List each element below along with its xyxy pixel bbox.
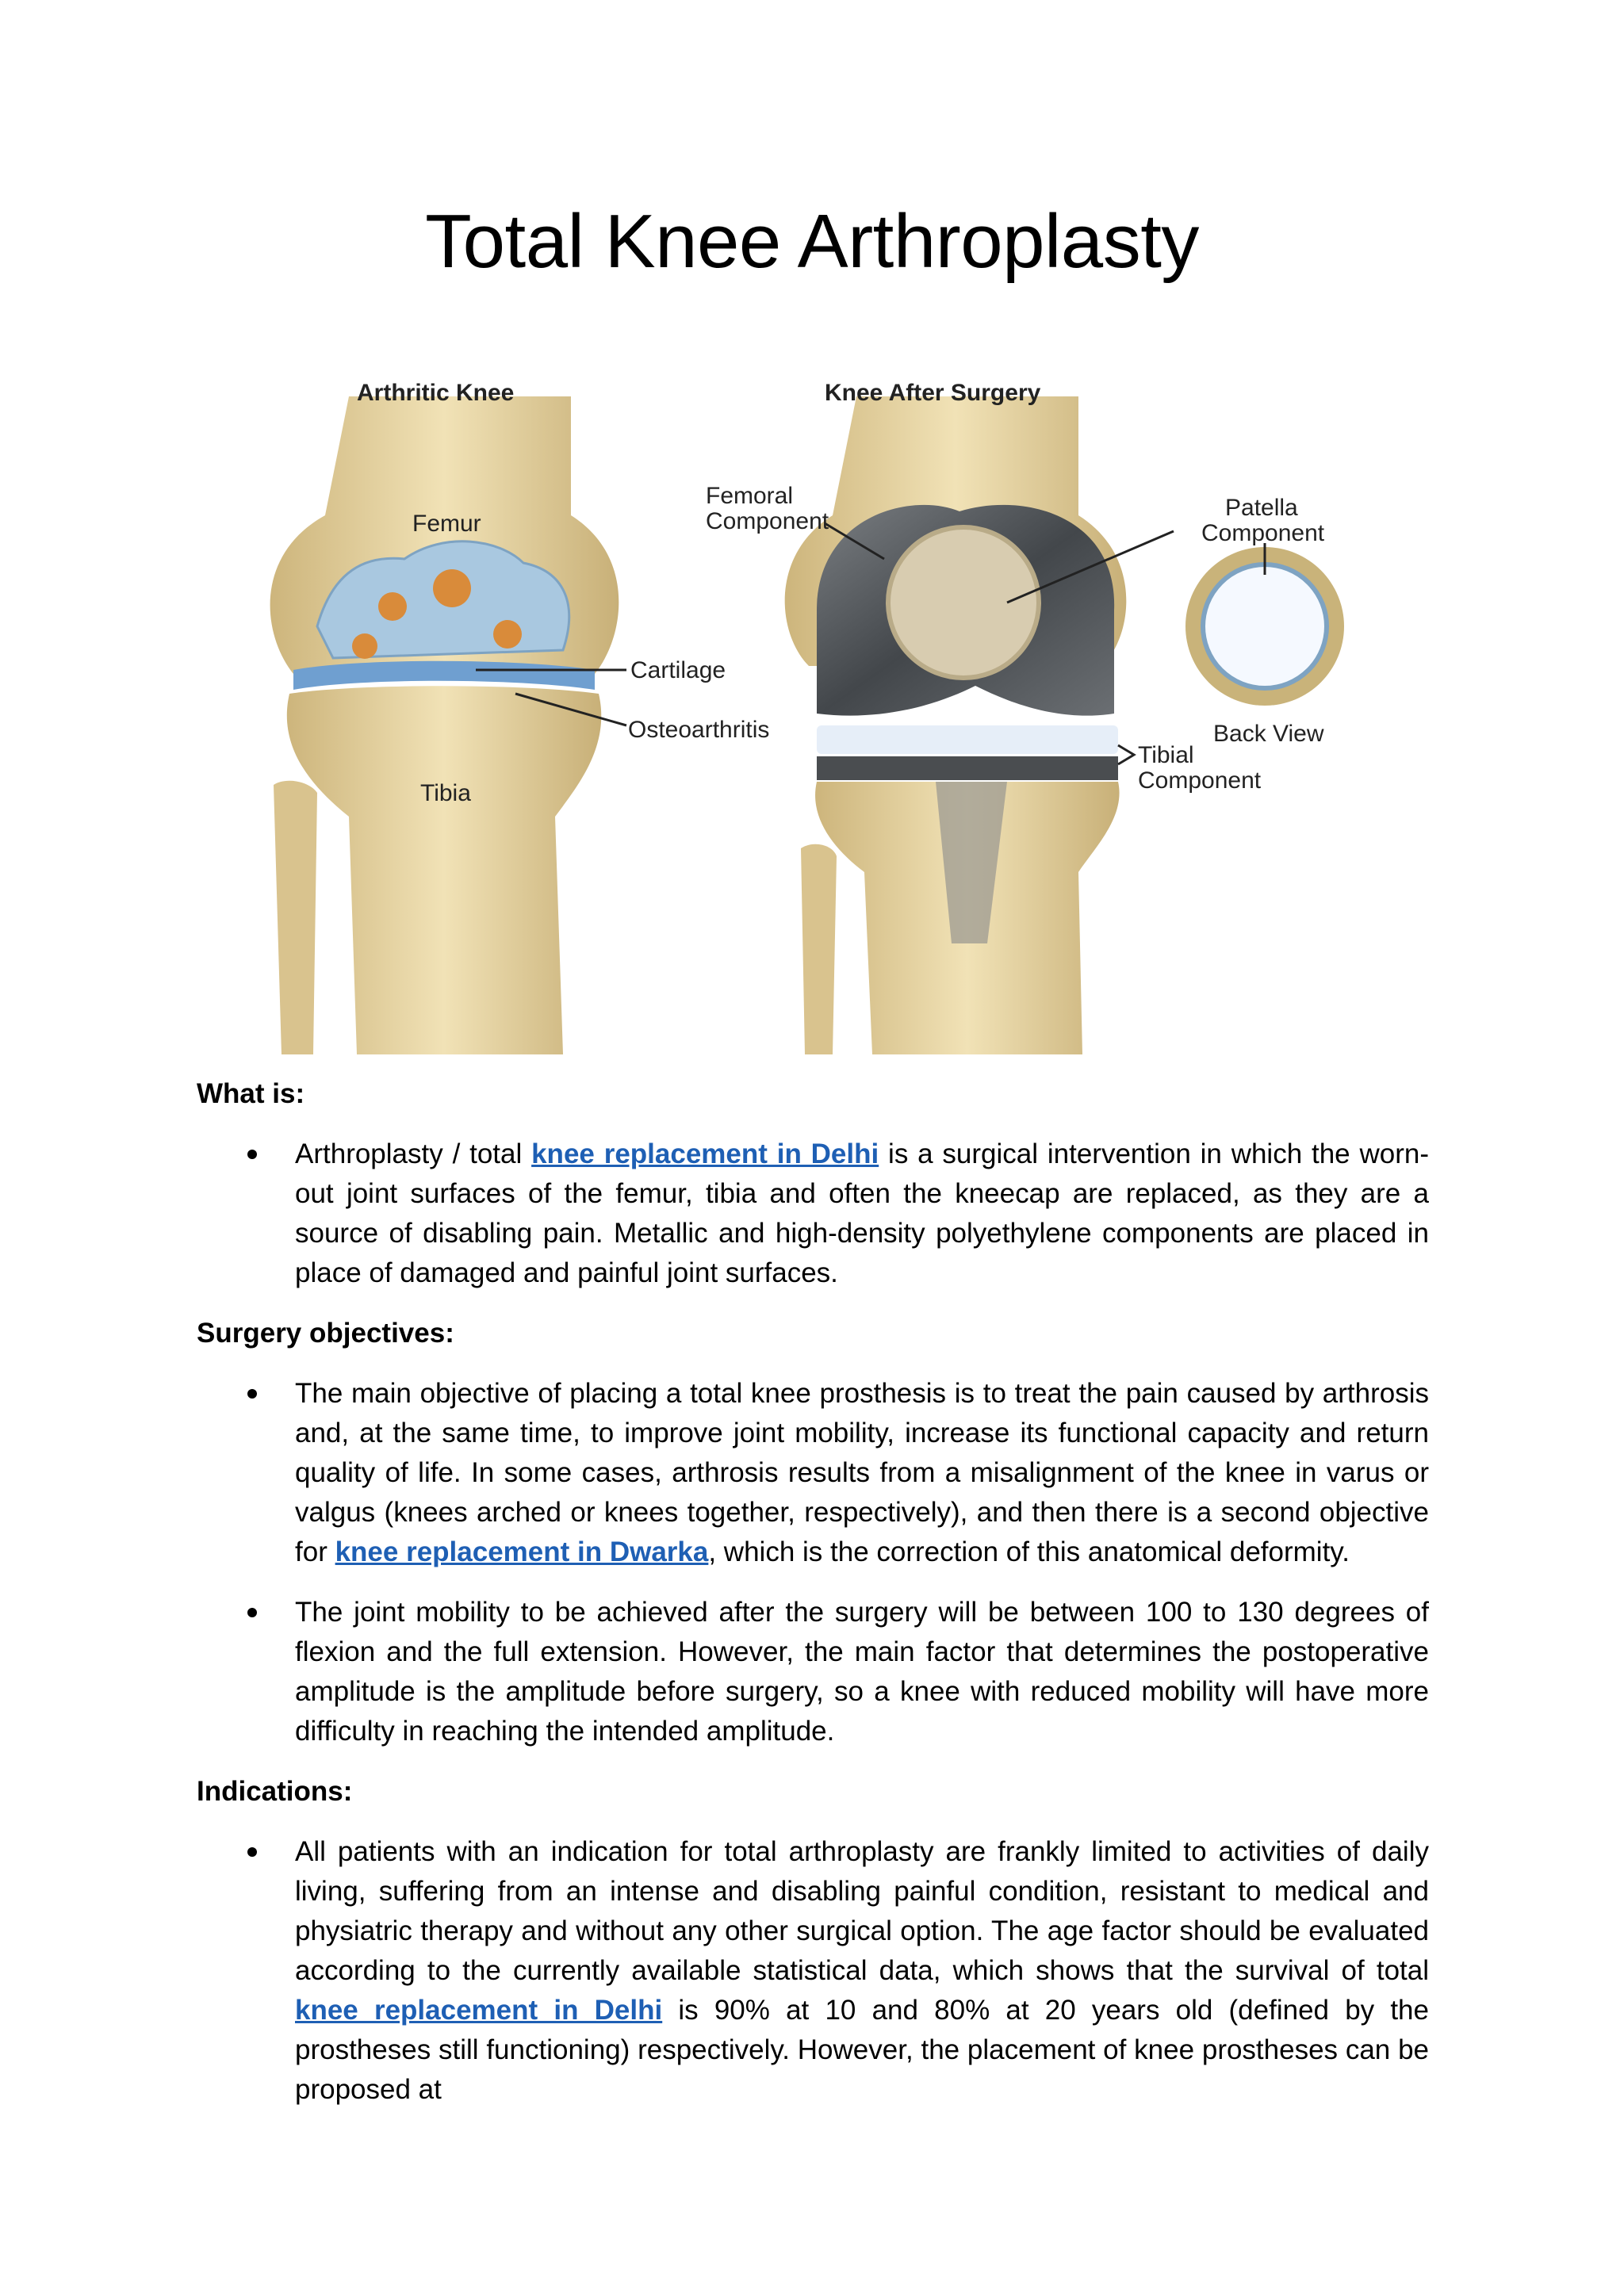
femoral-component-label-line2: Component bbox=[706, 508, 829, 534]
osteoarthritis-label: Osteoarthritis bbox=[628, 717, 770, 743]
document-body bbox=[197, 1074, 1429, 2130]
tibial-component-label-line1: Tibial bbox=[1138, 742, 1194, 768]
patella-front bbox=[888, 527, 1039, 678]
list-item bbox=[197, 1832, 1429, 2110]
knee-replacement-delhi-link[interactable]: knee replacement in Delhi bbox=[531, 1138, 879, 1169]
cartilage-label: Cartilage bbox=[630, 657, 726, 683]
surgery-objectives-heading: Surgery objectives: bbox=[197, 1318, 454, 1349]
bullet-icon bbox=[247, 1847, 257, 1857]
bullet-icon bbox=[247, 1150, 257, 1159]
what-is-list bbox=[197, 1135, 1429, 1293]
left-meniscus bbox=[293, 661, 595, 690]
patella-component-label-line2: Component bbox=[1201, 520, 1325, 546]
left-tibia-shape bbox=[287, 686, 601, 1054]
what-is-heading: What is: bbox=[197, 1078, 305, 1109]
tibial-insert bbox=[817, 725, 1118, 754]
left-fibula-shape bbox=[274, 781, 317, 1054]
text-segment: Arthroplasty / total bbox=[295, 1138, 532, 1169]
text-segment: All patients with an indication for total arthroplasty are frankly limited to activities of daily living, suffering from an intense and disabling painful condition, resistant to medical and physiatric therapy and without any other surgical option. The age factor should be evaluated according to the currently available statistical data, which shows that the survival of total bbox=[295, 1836, 1429, 1986]
text-segment: is 90% at 10 and 80% at 20 years old (defined by the prostheses still functioning) respectively. However, the placement of knee prostheses can be proposed at bbox=[295, 1995, 1429, 2105]
text-segment: The main objective of placing a total knee prosthesis is to treat the pain caused by arthrosis and, at the same time, to improve joint mobility, increase its functional capacity and return quality of life. In some cases, arthrosis results from a misalignment of the knee in varus or valgus (knees arched or knees together, respectively), and then there is a second objective for bbox=[295, 1378, 1429, 1567]
back-view-label: Back View bbox=[1213, 721, 1324, 747]
tibial-tray bbox=[817, 756, 1118, 780]
patella-component-label-line1: Patella bbox=[1225, 495, 1298, 521]
osteoarthritis-spot-1 bbox=[378, 592, 407, 621]
bullet-icon bbox=[247, 1608, 257, 1617]
femur-label: Femur bbox=[412, 511, 481, 537]
indications-list bbox=[197, 1832, 1429, 2110]
arthritic-knee-title: Arthritic Knee bbox=[357, 380, 515, 406]
knee-anatomy-figure bbox=[262, 373, 1451, 1054]
knee-replacement-delhi-link-2[interactable]: knee replacement in Delhi bbox=[295, 1995, 663, 2026]
list-item bbox=[197, 1593, 1429, 1751]
knee-after-surgery-title: Knee After Surgery bbox=[825, 380, 1041, 406]
osteoarthritis-spot-4 bbox=[493, 620, 522, 649]
list-item bbox=[197, 1135, 1429, 1293]
femoral-component-label-line1: Femoral bbox=[706, 483, 794, 509]
text-segment: is a surgical intervention in which the worn-out joint surfaces of the femur, tibia and often the kneecap are replaced, as they are a source of disabling pain. Metallic and high-density polyethylene components are placed in place of damaged and painful joint surfaces. bbox=[295, 1138, 1429, 1288]
osteoarthritis-spot-3 bbox=[352, 633, 377, 659]
page-title: Total Knee Arthroplasty bbox=[425, 199, 1199, 284]
osteoarthritis-spot-2 bbox=[433, 569, 471, 607]
text-segment: , which is the correction of this anatomical deformity. bbox=[708, 1536, 1350, 1567]
tibial-component-label-line2: Component bbox=[1138, 767, 1262, 794]
list-item bbox=[197, 1374, 1429, 1572]
knee-replacement-dwarka-link[interactable]: knee replacement in Dwarka bbox=[335, 1536, 709, 1567]
arthritic-knee-drawing bbox=[270, 396, 619, 1054]
right-fibula-shape bbox=[801, 844, 837, 1054]
tibia-label: Tibia bbox=[420, 780, 471, 806]
indications-heading: Indications: bbox=[197, 1776, 353, 1807]
text-segment: The joint mobility to be achieved after the surgery will be between 100 to 130 degrees of flexion and the full extension. However, the main factor that determines the postoperative amplitude is the amplitude before surgery, so a knee with reduced mobility will have more difficulty in reaching the intended amplitude. bbox=[295, 1597, 1429, 1747]
knee-illustration bbox=[262, 373, 1451, 1054]
surgery-objectives-list bbox=[197, 1374, 1429, 1751]
patella-back-inner bbox=[1203, 564, 1327, 688]
bullet-icon bbox=[247, 1389, 257, 1399]
